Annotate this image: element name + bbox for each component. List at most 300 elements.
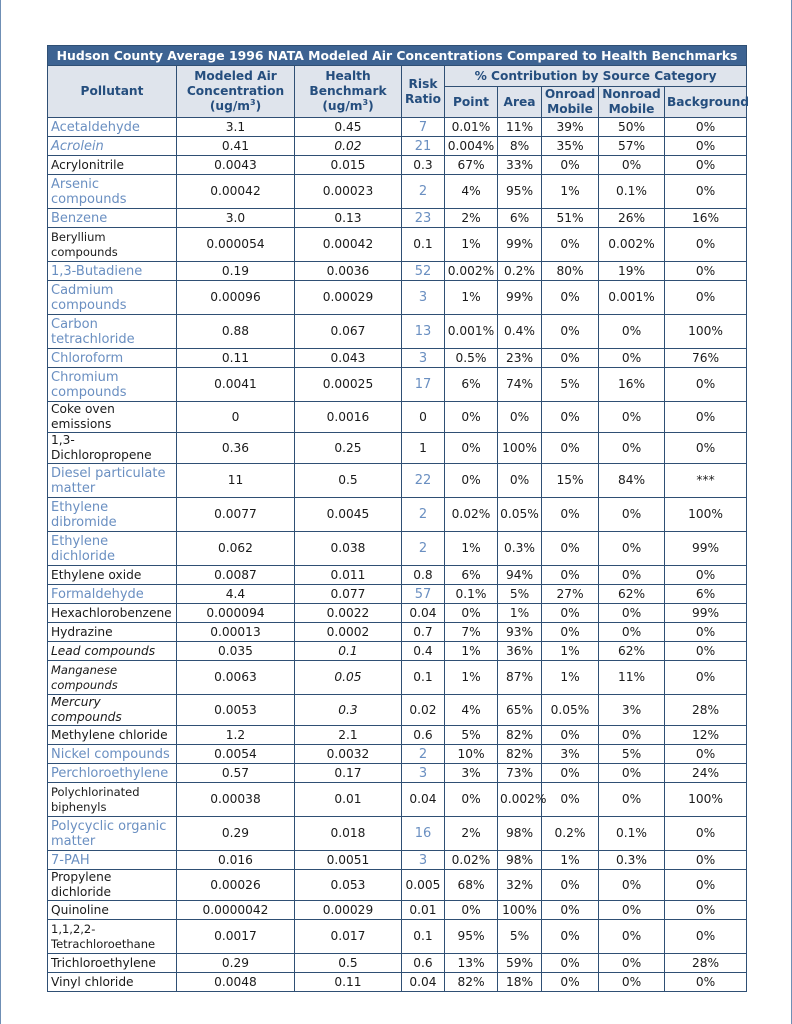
pollutant-cell: Diesel particulate matter [48,464,177,498]
pollutant-cell: Acrolein [48,137,177,156]
background-cell: 0% [665,262,747,281]
concentration-cell: 0.0063 [177,661,295,695]
point-cell: 2% [445,817,498,851]
nonroad-cell: 0.001% [599,281,665,315]
point-cell: 1% [445,661,498,695]
concentration-cell: 0.0053 [177,695,295,726]
background-cell: 6% [665,585,747,604]
area-cell: 74% [498,368,542,402]
header-onroad: Onroad Mobile [542,87,599,118]
risk-ratio-cell: 57 [402,585,445,604]
table-row [48,817,747,851]
header-area: Area [498,87,542,118]
risk-ratio-cell: 2 [402,498,445,532]
point-cell: 0.001% [445,315,498,349]
table-row [48,137,747,156]
background-cell: 0% [665,623,747,642]
background-cell: 28% [665,954,747,973]
concentration-cell: 0.000094 [177,604,295,623]
onroad-cell: 0% [542,281,599,315]
benchmark-cell: 0.018 [295,817,402,851]
onroad-cell: 0% [542,623,599,642]
area-cell: 0% [498,464,542,498]
background-cell: 100% [665,315,747,349]
benchmark-cell: 0.00042 [295,228,402,262]
point-cell: 68% [445,870,498,901]
pollutant-cell: Beryllium compounds [48,228,177,262]
area-cell: 0.2% [498,262,542,281]
concentration-cell: 0.41 [177,137,295,156]
risk-ratio-cell: 2 [402,175,445,209]
point-cell: 0.002% [445,262,498,281]
table-row [48,315,747,349]
onroad-cell: 0% [542,764,599,783]
risk-ratio-cell: 0 [402,402,445,433]
table-row [48,262,747,281]
pollutant-cell: Perchloroethylene [48,764,177,783]
background-cell: 0% [665,175,747,209]
area-cell: 82% [498,726,542,745]
risk-ratio-cell: 0.1 [402,228,445,262]
benchmark-cell: 0.077 [295,585,402,604]
pollutant-cell: Ethylene dibromide [48,498,177,532]
table-row [48,661,747,695]
pollutant-cell: Vinyl chloride [48,973,177,992]
table-row [48,783,747,817]
nonroad-cell: 0% [599,973,665,992]
pollutant-cell: Propylene dichloride [48,870,177,901]
background-cell: 0% [665,156,747,175]
header-benchmark-label: Health Benchmark [309,69,387,98]
concentration-cell: 0.57 [177,764,295,783]
pollutant-cell: Acrylonitrile [48,156,177,175]
risk-ratio-cell: 0.4 [402,642,445,661]
risk-ratio-cell: 3 [402,764,445,783]
benchmark-cell: 0.0032 [295,745,402,764]
benchmark-cell: 0.00023 [295,175,402,209]
nonroad-cell: 26% [599,209,665,228]
risk-ratio-cell: 3 [402,281,445,315]
point-cell: 0.5% [445,349,498,368]
pollutant-cell: 7-PAH [48,851,177,870]
onroad-cell: 0% [542,402,599,433]
table-row [48,498,747,532]
pollutant-cell: Cadmium compounds [48,281,177,315]
onroad-cell: 0% [542,783,599,817]
onroad-cell: 1% [542,851,599,870]
area-cell: 0.002% [498,783,542,817]
point-cell: 0.02% [445,851,498,870]
risk-ratio-cell: 16 [402,817,445,851]
pollutant-cell: Ethylene dichloride [48,532,177,566]
onroad-cell: 15% [542,464,599,498]
point-cell: 1% [445,228,498,262]
point-cell: 0% [445,604,498,623]
pollutant-cell: Coke oven emissions [48,402,177,433]
nonroad-cell: 0% [599,623,665,642]
nonroad-cell: 57% [599,137,665,156]
point-cell: 5% [445,726,498,745]
header-benchmark-unit-close: ) [368,99,374,113]
concentration-cell: 0.19 [177,262,295,281]
table-row [48,281,747,315]
benchmark-cell: 0.13 [295,209,402,228]
pollutant-cell: Quinoline [48,901,177,920]
benchmark-cell: 0.038 [295,532,402,566]
concentration-cell: 0.00038 [177,783,295,817]
background-cell: 24% [665,764,747,783]
benchmark-cell: 0.043 [295,349,402,368]
table-body [48,118,747,992]
point-cell: 0.01% [445,118,498,137]
onroad-cell: 1% [542,642,599,661]
concentration-cell: 0.29 [177,954,295,973]
background-cell: 76% [665,349,747,368]
nonroad-cell: 0% [599,726,665,745]
nonroad-cell: 0.1% [599,175,665,209]
nonroad-cell: 0% [599,532,665,566]
area-cell: 0% [498,402,542,433]
table-row [48,368,747,402]
risk-ratio-cell: 52 [402,262,445,281]
risk-ratio-cell: 0.6 [402,954,445,973]
pollutant-cell: Lead compounds [48,642,177,661]
benchmark-cell: 0.1 [295,642,402,661]
benchmark-cell: 2.1 [295,726,402,745]
concentration-cell: 0.000054 [177,228,295,262]
point-cell: 13% [445,954,498,973]
pollutant-cell: Chromium compounds [48,368,177,402]
concentration-cell: 0.00026 [177,870,295,901]
benchmark-cell: 0.0045 [295,498,402,532]
point-cell: 82% [445,973,498,992]
area-cell: 99% [498,281,542,315]
onroad-cell: 1% [542,175,599,209]
concentration-cell: 0.0077 [177,498,295,532]
benchmark-table [47,45,750,992]
benchmark-cell: 0.067 [295,315,402,349]
area-cell: 36% [498,642,542,661]
concentration-cell: 0.0087 [177,566,295,585]
benchmark-cell: 0.00029 [295,901,402,920]
nonroad-cell: 5% [599,745,665,764]
table-row [48,433,747,464]
background-cell: 0% [665,870,747,901]
onroad-cell: 0% [542,349,599,368]
background-cell: 0% [665,368,747,402]
area-cell: 0.3% [498,532,542,566]
background-cell: 0% [665,566,747,585]
table-row [48,228,747,262]
table-row [48,118,747,137]
point-cell: 3% [445,764,498,783]
background-cell: 0% [665,402,747,433]
risk-ratio-cell: 3 [402,349,445,368]
header-benchmark-unit-sup: 3 [362,98,369,107]
onroad-cell: 0% [542,156,599,175]
onroad-cell: 35% [542,137,599,156]
area-cell: 95% [498,175,542,209]
risk-ratio-cell: 2 [402,532,445,566]
concentration-cell: 1.2 [177,726,295,745]
table-row [48,604,747,623]
onroad-cell: 0% [542,726,599,745]
area-cell: 32% [498,870,542,901]
risk-ratio-cell: 17 [402,368,445,402]
risk-ratio-cell: 0.1 [402,920,445,954]
background-cell: 100% [665,498,747,532]
onroad-cell: 0% [542,433,599,464]
header-benchmark-unit: (ug/m [322,99,363,113]
background-cell: 0% [665,920,747,954]
header-modeled-label: Modeled Air Concentration [186,69,285,98]
table-title: Hudson County Average 1996 NATA Modeled Air Concentrations Compared to Health Benchmarks [48,46,747,66]
point-cell: 0% [445,901,498,920]
header-pollutant: Pollutant [48,66,177,118]
table-row [48,209,747,228]
benchmark-cell: 0.5 [295,464,402,498]
table-row [48,745,747,764]
area-cell: 59% [498,954,542,973]
area-cell: 65% [498,695,542,726]
header-point: Point [445,87,498,118]
area-cell: 11% [498,118,542,137]
risk-ratio-cell: 0.7 [402,623,445,642]
area-cell: 99% [498,228,542,262]
concentration-cell: 0.00096 [177,281,295,315]
nonroad-cell: 3% [599,695,665,726]
header-background: Background [665,87,747,118]
background-cell: *** [665,464,747,498]
point-cell: 6% [445,368,498,402]
header-source-group: % Contribution by Source Category [445,66,747,87]
concentration-cell: 0.29 [177,817,295,851]
benchmark-cell: 0.0022 [295,604,402,623]
nonroad-cell: 0% [599,783,665,817]
benchmark-cell: 0.05 [295,661,402,695]
benchmark-cell: 0.0051 [295,851,402,870]
benchmark-cell: 0.0036 [295,262,402,281]
nonroad-cell: 19% [599,262,665,281]
area-cell: 18% [498,973,542,992]
benchmark-cell: 0.0016 [295,402,402,433]
point-cell: 0.004% [445,137,498,156]
area-cell: 82% [498,745,542,764]
point-cell: 95% [445,920,498,954]
pollutant-cell: Trichloroethylene [48,954,177,973]
risk-ratio-cell: 1 [402,433,445,464]
pollutant-cell: Nickel compounds [48,745,177,764]
pollutant-cell: Formaldehyde [48,585,177,604]
benchmark-cell: 0.00029 [295,281,402,315]
nonroad-cell: 0% [599,901,665,920]
pollutant-cell: Arsenic compounds [48,175,177,209]
risk-ratio-cell: 22 [402,464,445,498]
risk-ratio-cell: 0.04 [402,973,445,992]
benchmark-cell: 0.053 [295,870,402,901]
area-cell: 73% [498,764,542,783]
onroad-cell: 51% [542,209,599,228]
point-cell: 1% [445,642,498,661]
benchmark-cell: 0.011 [295,566,402,585]
nonroad-cell: 0% [599,870,665,901]
risk-ratio-cell: 0.1 [402,661,445,695]
background-cell: 0% [665,281,747,315]
background-cell: 0% [665,973,747,992]
point-cell: 0% [445,464,498,498]
nonroad-cell: 0% [599,315,665,349]
header-modeled-unit: (ug/m [209,99,250,113]
pollutant-cell: Polycyclic organic matter [48,817,177,851]
nonroad-cell: 0% [599,764,665,783]
background-cell: 0% [665,137,747,156]
background-cell: 0% [665,228,747,262]
area-cell: 5% [498,585,542,604]
table-row [48,851,747,870]
risk-ratio-cell: 3 [402,851,445,870]
onroad-cell: 0% [542,973,599,992]
point-cell: 67% [445,156,498,175]
risk-ratio-cell: 0.02 [402,695,445,726]
area-cell: 5% [498,920,542,954]
background-cell: 0% [665,118,747,137]
header-modeled [177,66,295,118]
nonroad-cell: 0.1% [599,817,665,851]
risk-ratio-cell: 23 [402,209,445,228]
risk-ratio-cell: 21 [402,137,445,156]
table-row [48,954,747,973]
onroad-cell: 80% [542,262,599,281]
background-cell: 0% [665,817,747,851]
area-cell: 6% [498,209,542,228]
point-cell: 0% [445,783,498,817]
benchmark-cell: 0.45 [295,118,402,137]
background-cell: 0% [665,851,747,870]
background-cell: 100% [665,783,747,817]
risk-ratio-cell: 0.3 [402,156,445,175]
background-cell: 99% [665,604,747,623]
table-row [48,175,747,209]
onroad-cell: 0% [542,920,599,954]
nonroad-cell: 0% [599,156,665,175]
background-cell: 16% [665,209,747,228]
table-row [48,566,747,585]
pollutant-cell: Manganese compounds [48,661,177,695]
area-cell: 100% [498,901,542,920]
onroad-cell: 5% [542,368,599,402]
concentration-cell: 0.36 [177,433,295,464]
risk-ratio-cell: 0.01 [402,901,445,920]
nonroad-cell: 11% [599,661,665,695]
area-cell: 98% [498,817,542,851]
benchmark-cell: 0.3 [295,695,402,726]
pollutant-cell: Acetaldehyde [48,118,177,137]
onroad-cell: 0.2% [542,817,599,851]
risk-ratio-cell: 0.04 [402,604,445,623]
point-cell: 0.1% [445,585,498,604]
concentration-cell: 4.4 [177,585,295,604]
benchmark-cell: 0.01 [295,783,402,817]
background-cell: 0% [665,901,747,920]
onroad-cell: 0% [542,870,599,901]
table-row [48,585,747,604]
concentration-cell: 11 [177,464,295,498]
benchmark-cell: 0.017 [295,920,402,954]
nonroad-cell: 0% [599,566,665,585]
header-risk: Risk Ratio [402,66,445,118]
concentration-cell: 0.035 [177,642,295,661]
pollutant-cell: Methylene chloride [48,726,177,745]
concentration-cell: 0.11 [177,349,295,368]
nonroad-cell: 0% [599,920,665,954]
concentration-cell: 0.0000042 [177,901,295,920]
benchmark-cell: 0.015 [295,156,402,175]
concentration-cell: 0.0054 [177,745,295,764]
risk-ratio-cell: 7 [402,118,445,137]
benchmark-cell: 0.00025 [295,368,402,402]
header-nonroad: Nonroad Mobile [599,87,665,118]
table-row [48,349,747,368]
table-row [48,695,747,726]
header-modeled-unit-close: ) [255,99,262,113]
table-row [48,156,747,175]
onroad-cell: 0% [542,954,599,973]
nonroad-cell: 0% [599,604,665,623]
point-cell: 0% [445,402,498,433]
concentration-cell: 0.0043 [177,156,295,175]
onroad-cell: 0.05% [542,695,599,726]
concentration-cell: 0.016 [177,851,295,870]
point-cell: 2% [445,209,498,228]
concentration-cell: 0.00042 [177,175,295,209]
area-cell: 8% [498,137,542,156]
background-cell: 0% [665,745,747,764]
concentration-cell: 0 [177,402,295,433]
nonroad-cell: 62% [599,585,665,604]
table-row [48,532,747,566]
nonroad-cell: 0.3% [599,851,665,870]
table-row [48,973,747,992]
pollutant-cell: Hydrazine [48,623,177,642]
benchmark-cell: 0.25 [295,433,402,464]
table-row [48,870,747,901]
table-row [48,901,747,920]
benchmark-cell: 0.0002 [295,623,402,642]
pollutant-cell: 1,1,2,2-Tetrachloroethane [48,920,177,954]
background-cell: 28% [665,695,747,726]
pollutant-cell: Chloroform [48,349,177,368]
onroad-cell: 0% [542,604,599,623]
area-cell: 94% [498,566,542,585]
table-row [48,726,747,745]
table-row [48,764,747,783]
pollutant-cell: Carbon tetrachloride [48,315,177,349]
area-cell: 98% [498,851,542,870]
risk-ratio-cell: 0.005 [402,870,445,901]
table-row [48,464,747,498]
nonroad-cell: 62% [599,642,665,661]
concentration-cell: 0.0041 [177,368,295,402]
pollutant-cell: 1,3-Butadiene [48,262,177,281]
concentration-cell: 3.1 [177,118,295,137]
table-row [48,920,747,954]
concentration-cell: 0.0017 [177,920,295,954]
risk-ratio-cell: 0.8 [402,566,445,585]
background-cell: 99% [665,532,747,566]
concentration-cell: 0.062 [177,532,295,566]
area-cell: 93% [498,623,542,642]
table-row [48,642,747,661]
